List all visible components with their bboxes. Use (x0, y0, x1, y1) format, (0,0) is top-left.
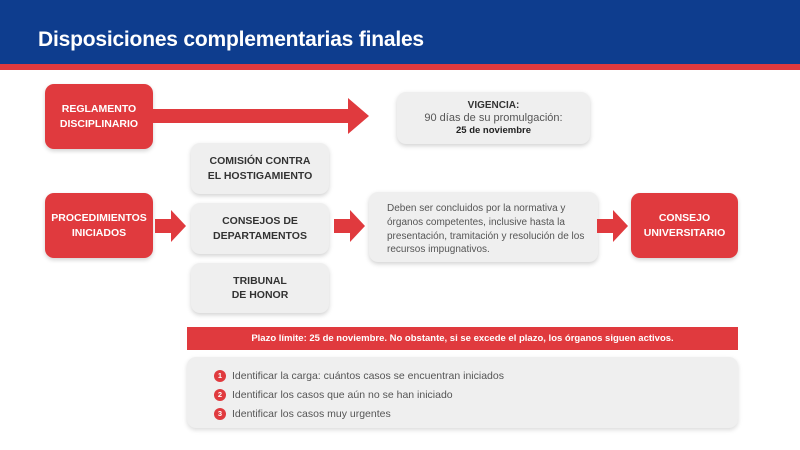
vigencia-title: VIGENCIA: (467, 100, 520, 111)
page-title: Disposiciones complementarias finales (38, 28, 424, 51)
vigencia-date: 25 de noviembre (456, 125, 531, 136)
step-item (214, 385, 738, 404)
vigencia-text: 90 días de su promulgación: (424, 112, 563, 124)
step-number-badge: 1 (214, 370, 226, 382)
arrow-descripcion-consejo (597, 210, 629, 242)
step-item (214, 366, 738, 385)
plazo-limite-banner: Plazo límite: 25 de noviembre. No obstante, si se excede el plazo, los órganos siguen activos. (187, 327, 738, 350)
arrow-procedimientos-consejos (155, 210, 187, 242)
arrow-reglamento-vigencia (152, 98, 370, 134)
step-text: Identificar los casos que aún no se han iniciado (232, 388, 453, 401)
reglamento-disciplinario-box: REGLAMENTO DISCIPLINARIO (45, 84, 153, 149)
consejos-departamentos-box: CONSEJOS DE DEPARTAMENTOS (191, 203, 329, 254)
procedimientos-iniciados-box: PROCEDIMIENTOS INICIADOS (45, 193, 153, 258)
vigencia-box (397, 92, 590, 144)
tribunal-honor-box: TRIBUNAL DE HONOR (191, 263, 329, 313)
description-box: Deben ser concluidos por la normativa y órganos competentes, inclusive hasta la presentación, tramitación y resolución de los recursos impugnativos. (369, 192, 598, 262)
step-text: Identificar los casos muy urgentes (232, 407, 391, 420)
step-number-badge: 3 (214, 408, 226, 420)
steps-panel (187, 357, 738, 428)
header-stripe (0, 64, 800, 70)
arrow-consejos-descripcion (334, 210, 366, 242)
consejo-universitario-box: CONSEJO UNIVERSITARIO (631, 193, 738, 258)
step-text: Identificar la carga: cuántos casos se encuentran iniciados (232, 369, 504, 382)
comision-hostigamiento-box: COMISIÓN CONTRA EL HOSTIGAMIENTO (191, 143, 329, 194)
step-number-badge: 2 (214, 389, 226, 401)
step-item (214, 404, 738, 423)
